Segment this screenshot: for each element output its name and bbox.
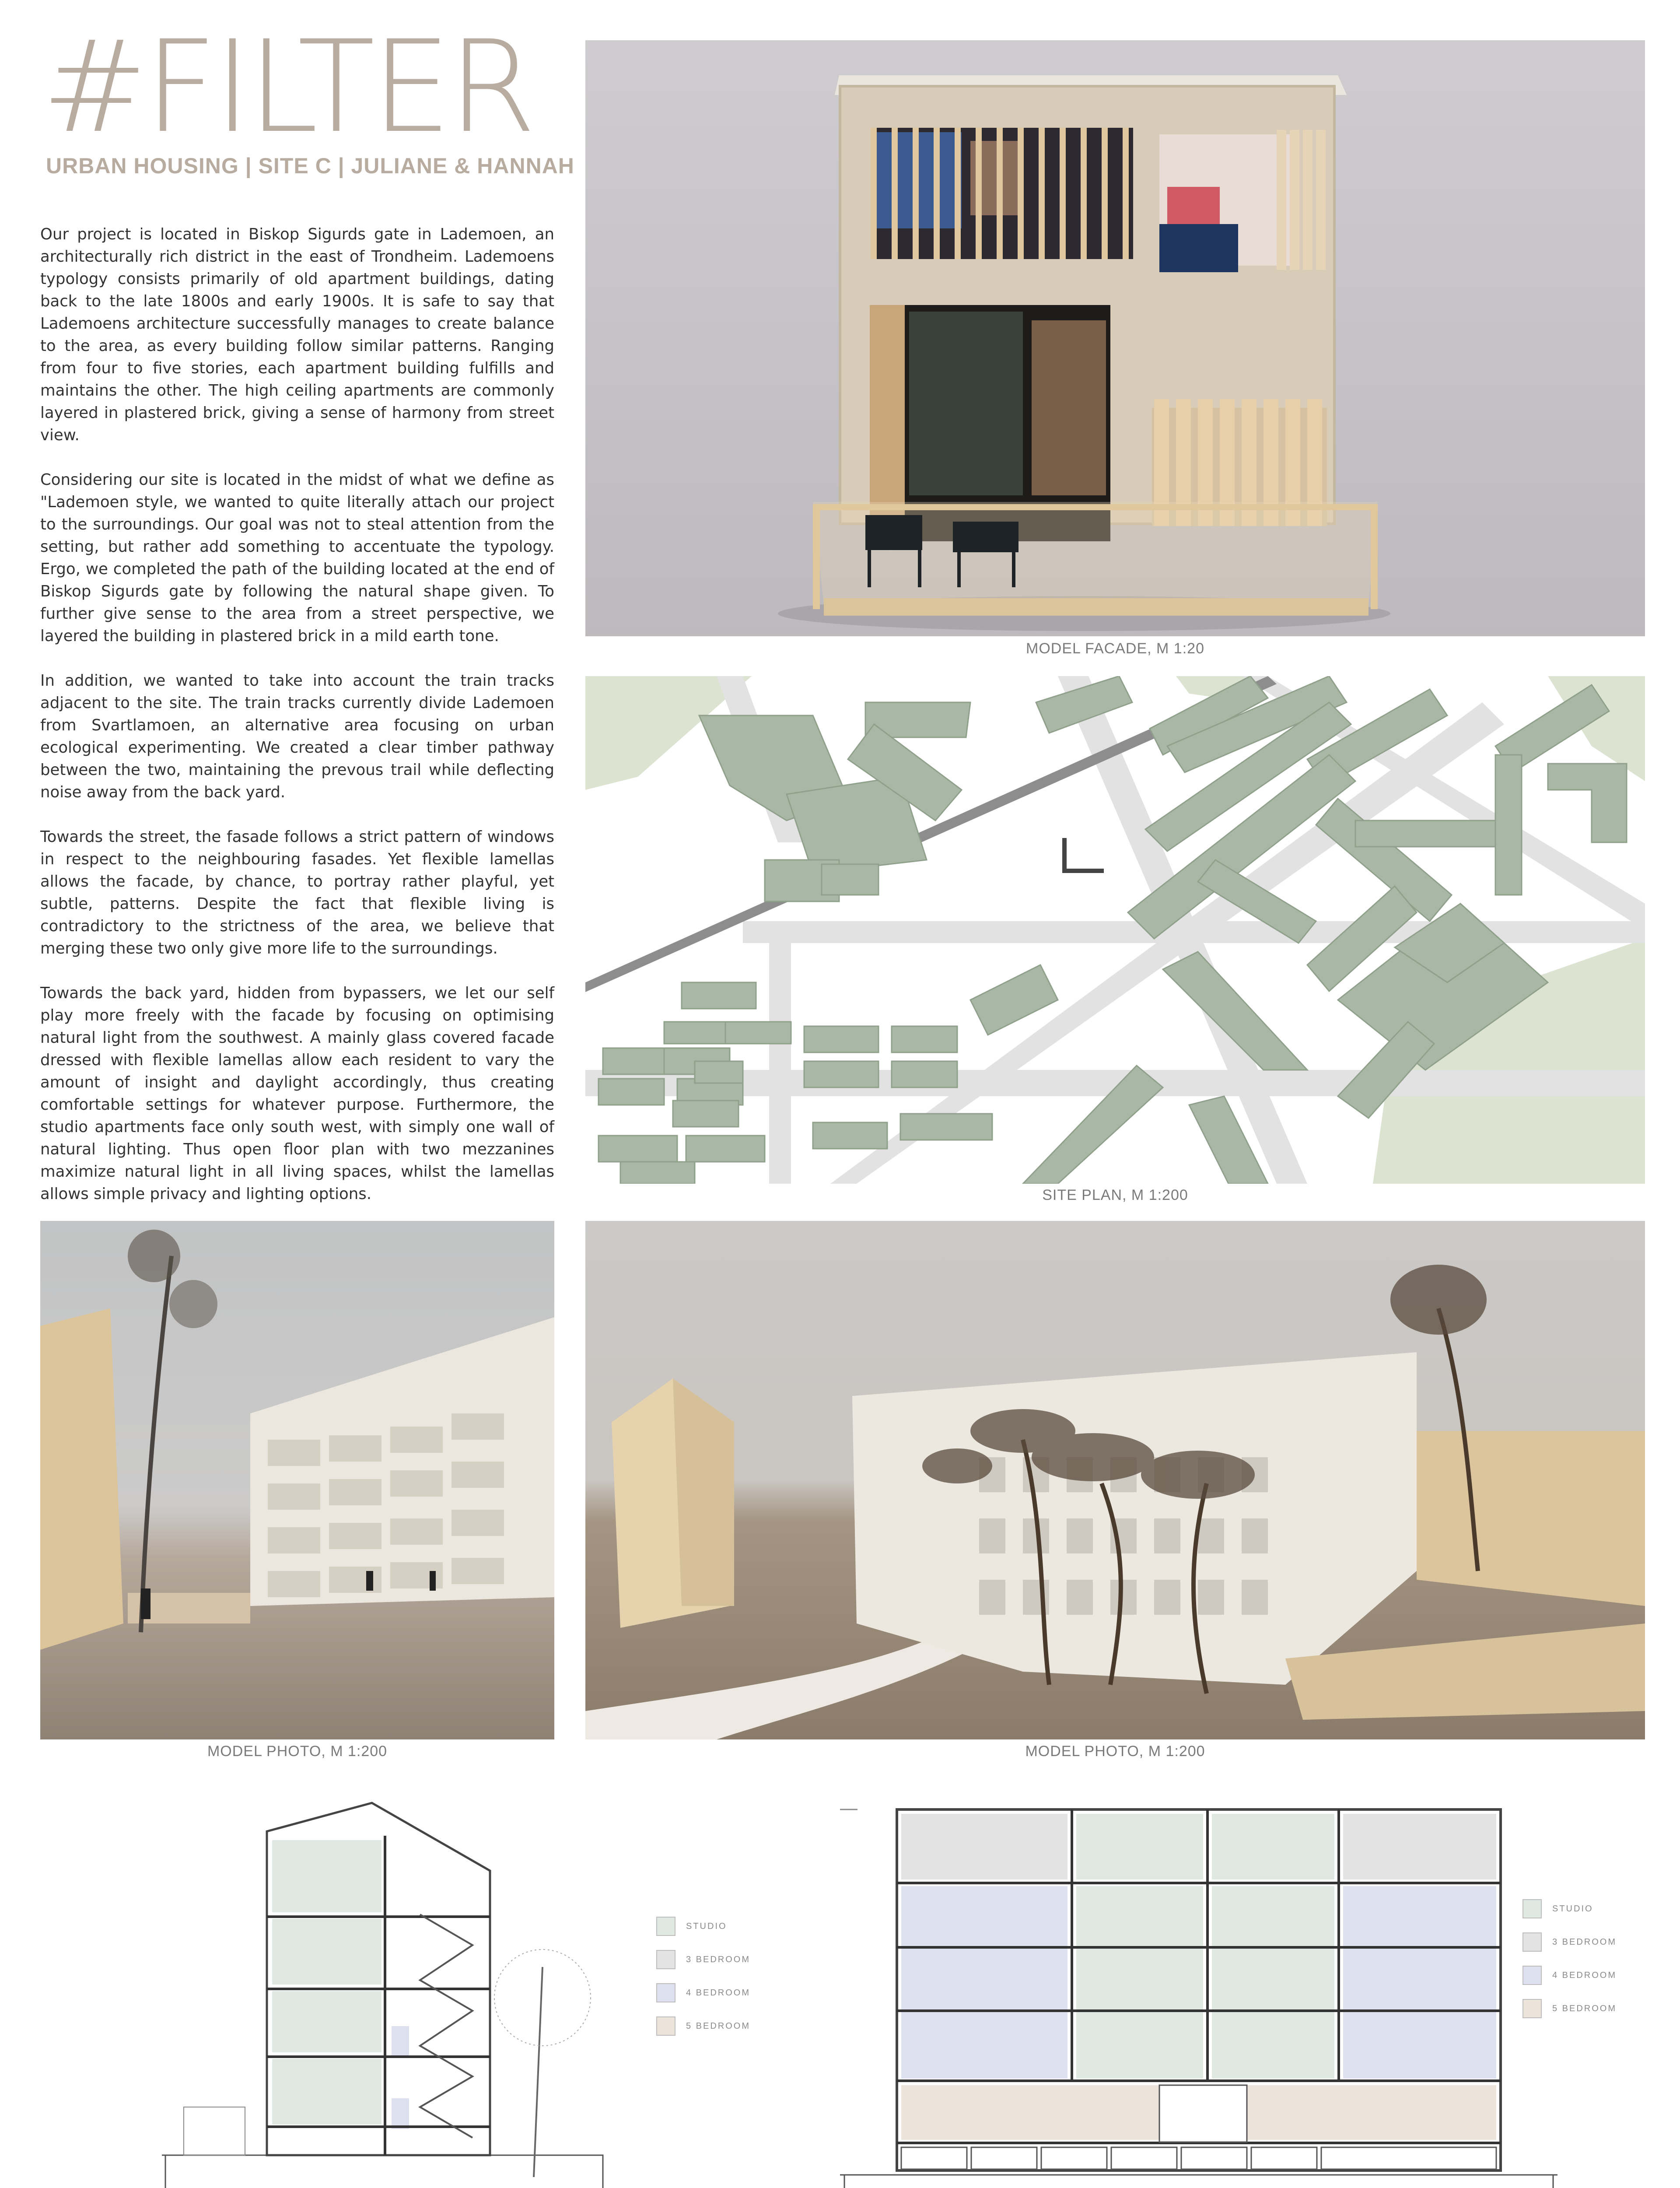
paragraph: In addition, we wanted to take into account the train tracks adjacent to the site. The train tracks currently divide Lademoen from Svartlamoen, an alternative area focusing on urban ecological experimenting. We created a clear timber pathway between the two, maintaining the prevous trail while deflecting noise away from the back yard. — [40, 672, 554, 801]
legend-swatch — [1522, 1932, 1542, 1952]
legend-label: 3 BEDROOM — [686, 1954, 751, 1964]
legend-label: 3 BEDROOM — [1552, 1937, 1617, 1947]
paragraph: Considering our site is located in the midst of what we define as "Lademoen style, we wanted to quite literally attach our project to the surroundings. Our goal was not to steal attention from the setting, but rather add something to accentuate the typology. Ergo, we completed the path of the building located at the end of Biskop Sigurds gate by following the natural shape given. To further give sense to the area from a street perspective, we layered the building in plastered brick in a mild earth tone. — [40, 471, 554, 645]
legend-label: STUDIO — [1552, 1904, 1593, 1914]
section-bb-drawing — [840, 1801, 1558, 2188]
legend-item — [656, 1983, 750, 2002]
legend-item — [1522, 1999, 1617, 2018]
caption-model-facade: MODEL FACADE, M 1:20 — [1026, 640, 1204, 657]
legend-section-bb — [1522, 1899, 1654, 2030]
legend-label: 4 BEDROOM — [1552, 1970, 1617, 1980]
legend-item — [1522, 1899, 1593, 1918]
site-plan-image — [585, 676, 1645, 1184]
legend-swatch — [656, 1983, 676, 2002]
legend-label: 5 BEDROOM — [1552, 2003, 1617, 2013]
paragraph: Towards the street, the fasade follows a strict pattern of windows in respect to the neighbouring fasades. Yet flexible lamellas allows the facade, by chance, to portray rather playful, yet subtle, patterns. Despite the fact that flexible living is contradictory to the strictness of the area, we believe that merging these two only give more life to the surroundings. — [40, 828, 554, 957]
legend-label: 5 BEDROOM — [686, 2021, 751, 2031]
legend-item — [656, 2016, 750, 2036]
paragraph: Our project is located in Biskop Sigurds gate in Lademoen, an architecturally rich district in the east of Trondheim. Lademoens typology consists primarily of old apartment buildings, dating back to the late 1800s and early 1900s. It is safe to say that Lademoens architecture successfully manages to create balance to the area, as every building follow similar patterns. Ranging from four to five stories, each apartment building fulfills and maintains the other. The high ceiling apartments are commonly layered in plastered brick, giving a sense of harmony from street view. — [40, 225, 554, 444]
legend-swatch — [656, 2016, 676, 2036]
model-photo-2-image — [585, 1221, 1645, 1739]
legend-item — [1522, 1966, 1617, 1985]
legend-item — [656, 1950, 750, 1969]
project-description — [40, 223, 554, 1227]
paragraph: Towards the back yard, hidden from bypassers, we let our self play more freely with the facade by focusing on optimising natural light from the southwest. A mainly glass covered facade dressed with flexible lamellas allow each resident to vary the amount of insight and daylight accordingly, thus creating comfortable settings for whatever purpose. Furthermore, the studio apartments face only south west, with simply one wall of natural lighting. Thus open floor plan with two mezzanines maximize natural light in all living spaces, whilst the lamellas allows simple privacy and lighting options. — [40, 984, 554, 1203]
section-aa-drawing — [158, 1792, 648, 2188]
caption-model-photo-1: MODEL PHOTO, M 1:200 — [207, 1743, 388, 1760]
legend-section-aa — [656, 1917, 788, 2048]
model-facade-image — [585, 40, 1645, 636]
legend-swatch — [656, 1917, 676, 1936]
page-title: #FILTER — [42, 14, 533, 161]
page-subtitle: URBAN HOUSING | SITE C | JULIANE & HANNAH — [46, 154, 574, 178]
legend-label: STUDIO — [686, 1921, 727, 1931]
legend-swatch — [1522, 1999, 1542, 2018]
legend-item — [656, 1917, 727, 1936]
legend-swatch — [656, 1950, 676, 1969]
caption-site-plan: SITE PLAN, M 1:200 — [1042, 1187, 1188, 1203]
legend-item — [1522, 1932, 1617, 1952]
legend-swatch — [1522, 1899, 1542, 1918]
legend-label: 4 BEDROOM — [686, 1988, 751, 1998]
legend-swatch — [1522, 1966, 1542, 1985]
caption-model-photo-2: MODEL PHOTO, M 1:200 — [1025, 1743, 1205, 1760]
model-photo-1-image — [40, 1221, 554, 1739]
